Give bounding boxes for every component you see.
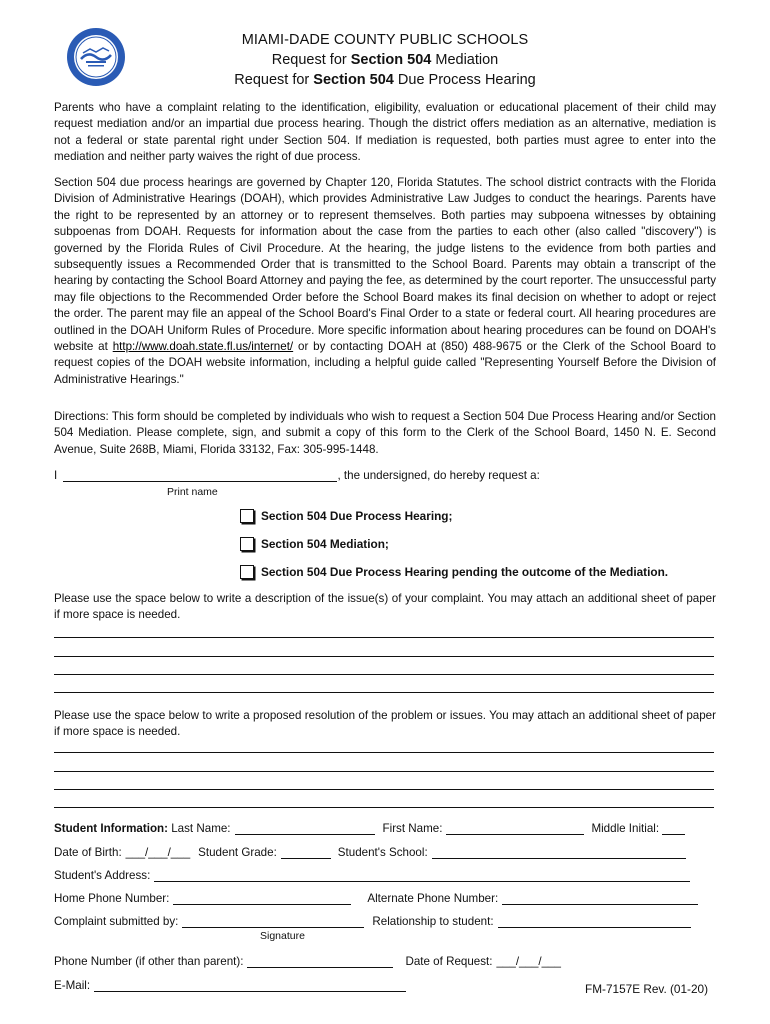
phone-date-row: Phone Number (if other than parent): Date of Request: ___/___/___ xyxy=(54,955,561,968)
form-header xyxy=(150,30,620,90)
resolution-line[interactable] xyxy=(54,771,714,772)
option-due-process-hearing[interactable]: Section 504 Due Process Hearing; xyxy=(240,509,452,523)
relationship-field[interactable] xyxy=(498,915,691,928)
complaint-line[interactable] xyxy=(54,656,714,657)
hearings-paragraph: Section 504 due process hearings are governed by Chapter 120, Florida Statutes. The school district contracts with the Florida Division of Administrative Hearings (DOAH), which provides Administrative Law Judges to conduct the hearings. Parents have the right to be represented by an attorney or to represent themselves. Both parties may subpoena witnesses by obtaining subpoenas from DOAH. Requests for information about the case from the parties to each other (also called "discovery") is governed by the Florida Rules of Civil Procedure. At the hearing, the judge listens to the evidence from both parties and subsequently issues a Recommended Order that is transmitted to the School Board. Parents may obtain a transcript of the hearing by contacting the School Board Attorney and paying the fee, as determined by the court reporter. The unsuccessful party may file objections to the Recommended Order before the School Board makes its final decision on whether to adopt or reject the order. The parent may file an appeal of the School Board's Final Order to a state or federal court. All hearing procedures are outlined in the DOAH Uniform Rules of Procedure. More specific information about hearing procedures can be found on DOAH's website at http://www.doah.state.fl.us/internet/ or by contacting DOAH at (850) 488-9675 or the Clerk of the School Board to request copies of the DOAH website information, including a helpful guide called "Representing Yourself Before the Division of Administrative Hearings." xyxy=(54,176,716,386)
option-mediation[interactable]: Section 504 Mediation; xyxy=(240,537,389,551)
request-statement: I , the undersigned, do hereby request a: xyxy=(54,469,540,482)
student-name-row: Student Information: Last Name: First Name: Middle Initial: xyxy=(54,822,716,835)
directions-paragraph: Directions: This form should be completed by individuals who wish to request a Section 504 Due Process Hearing and/or Section 504 Mediation. Please complete, sign, and submit a copy of this form to the Clerk of the School Board, 1450 N. E. Second Avenue, Suite 268B, Miami, Florida 33132, Fax: 305-995-1448. xyxy=(54,410,716,456)
print-name-label: Print name xyxy=(167,486,218,498)
grade-field[interactable] xyxy=(281,846,331,859)
school-field[interactable] xyxy=(432,846,686,859)
address-field[interactable] xyxy=(154,869,690,882)
form-number: FM-7157E Rev. (01-20) xyxy=(585,982,709,996)
resolution-instructions: Please use the space below to write a proposed resolution of the problem or issues. You may attach an additional sheet of paper if more space is needed. xyxy=(54,709,716,739)
date-of-request-field[interactable]: ___/___/___ xyxy=(496,955,561,968)
checkbox[interactable] xyxy=(240,537,254,551)
home-phone-field[interactable] xyxy=(173,892,351,905)
complaint-line[interactable] xyxy=(54,692,714,693)
alternate-phone-field[interactable] xyxy=(502,892,698,905)
checkbox[interactable] xyxy=(240,509,254,523)
title-due-process: Request for Section 504 Due Process Hearing xyxy=(234,72,536,88)
student-info-label: Student Information: xyxy=(54,822,168,835)
other-phone-field[interactable] xyxy=(247,955,393,968)
resolution-line[interactable] xyxy=(54,789,714,790)
print-name-field[interactable] xyxy=(63,468,337,482)
email-field[interactable] xyxy=(94,979,406,992)
complaint-instructions: Please use the space below to write a description of the issue(s) of your complaint. You may attach an additional sheet of paper if more space is needed. xyxy=(54,592,716,622)
email-row: E-Mail: xyxy=(54,979,414,992)
intro-paragraph: Parents who have a complaint relating to the identification, eligibility, evaluation or educational placement of their child may request mediation and/or an impartial due process hearing. Though the district offers mediation as an alternative, mediation is not a federal or state parental right under Section 504. If mediation is requested, both parties must agree to enter into the mediation and neither party waives the right of due process. xyxy=(54,101,716,164)
submitted-by-signature-field[interactable] xyxy=(182,915,364,928)
first-name-field[interactable] xyxy=(446,822,584,835)
dob-grade-school-row: Date of Birth: ___/___/___ Student Grade: Student's School: xyxy=(54,846,716,859)
submitted-by-row: Complaint submitted by: Relationship to student: xyxy=(54,915,716,928)
option-hearing-pending-mediation[interactable]: Section 504 Due Process Hearing pending the outcome of the Mediation. xyxy=(240,565,668,579)
signature-label: Signature xyxy=(260,930,305,942)
complaint-line[interactable] xyxy=(54,637,714,638)
title-mediation: Request for Section 504 Mediation xyxy=(271,52,499,68)
middle-initial-field[interactable] xyxy=(662,822,685,835)
address-row: Student's Address: xyxy=(54,869,716,882)
dob-field[interactable]: ___/___/___ xyxy=(125,846,191,859)
doah-website-link[interactable]: http://www.doah.state.fl.us/internet/ xyxy=(112,340,294,354)
school-board-seal-logo xyxy=(66,27,126,87)
phone-row: Home Phone Number: Alternate Phone Number: xyxy=(54,892,716,905)
checkbox[interactable] xyxy=(240,565,254,579)
org-name: MIAMI-DADE COUNTY PUBLIC SCHOOLS xyxy=(241,32,529,48)
complaint-line[interactable] xyxy=(54,674,714,675)
resolution-line[interactable] xyxy=(54,807,714,808)
resolution-line[interactable] xyxy=(54,752,714,753)
last-name-field[interactable] xyxy=(235,822,375,835)
